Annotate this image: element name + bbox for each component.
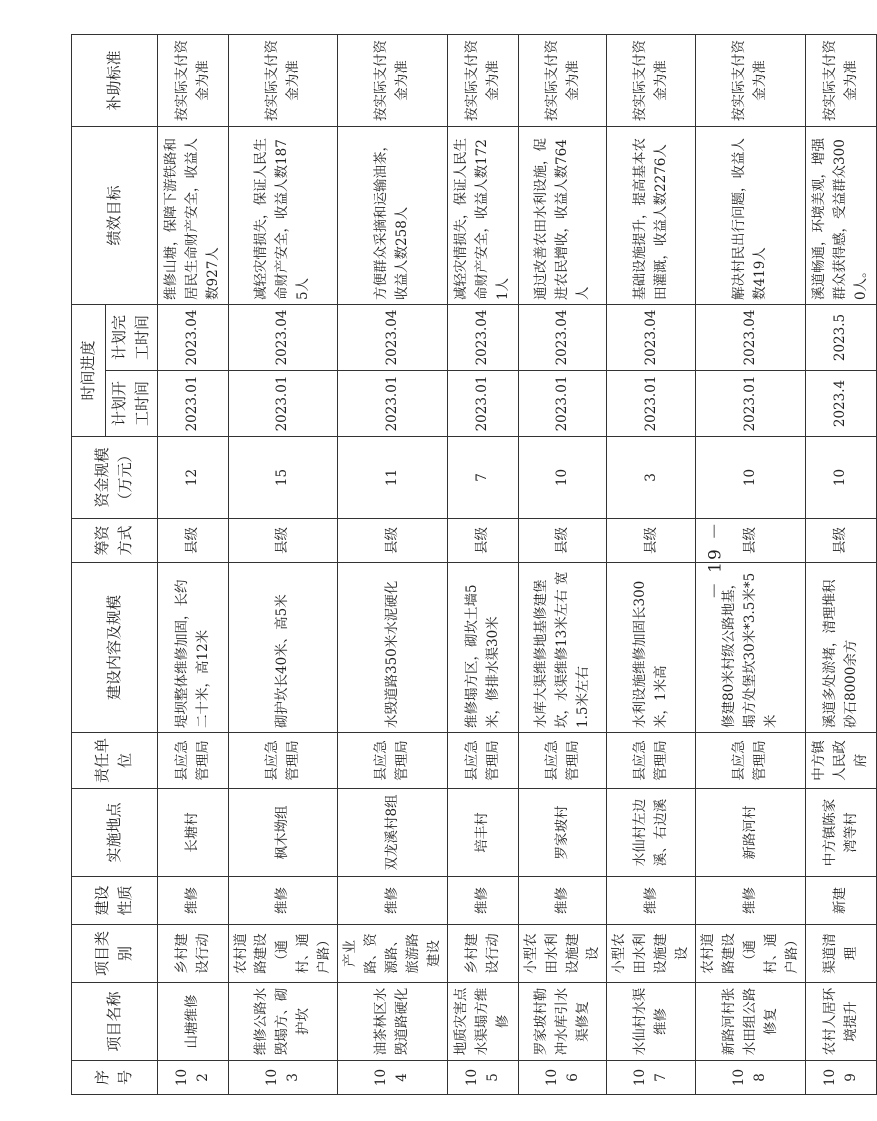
cell-end: 2023.04: [338, 304, 448, 370]
cell-unit: 县应急管理局: [518, 733, 607, 789]
cell-category: 乡村建设行动: [157, 925, 228, 983]
cell-end: 2023.04: [518, 304, 607, 370]
header-location: 实施地点: [72, 789, 158, 877]
cell-end: 2023.04: [157, 304, 228, 370]
cell-target: 方便群众采摘和运输油茶，收益人数258人: [338, 126, 448, 304]
header-nature: 建设性质: [72, 877, 158, 925]
cell-name: 油茶林区水毁道路硬化: [338, 983, 448, 1061]
cell-start: 2023.01: [696, 371, 806, 437]
header-seq: 序号: [72, 1061, 158, 1095]
cell-unit: 县应急管理局: [607, 733, 696, 789]
header-target: 绩效目标: [72, 126, 158, 304]
cell-nature: 维修: [228, 877, 338, 925]
cell-content: 溪道多处淤堵，清理堆积砂石8000余方: [805, 563, 876, 733]
cell-content: 修建80米村级公路地基，塌方处堡坎30米*3.5米*5米: [696, 563, 806, 733]
cell-funding: 县级: [228, 519, 338, 563]
cell-seq: 103: [228, 1061, 338, 1095]
cell-location: 水仙村左边溪、右边溪: [607, 789, 696, 877]
cell-location: 双龙溪村8组: [338, 789, 448, 877]
cell-location: 罗家坡村: [518, 789, 607, 877]
cell-funding: 县级: [518, 519, 607, 563]
cell-nature: 新建: [805, 877, 876, 925]
cell-target: 通过改善农田水利设施，促进农民增收，收益人数764人: [518, 126, 607, 304]
cell-content: 水库大渠维修地基修建堡坎，水渠维修13米左右 宽1.5米左右: [518, 563, 607, 733]
cell-category: 农村道路建设（通村、通户路）: [228, 925, 338, 983]
cell-content: 堤坝整体维修加固，长约二十米，高12米: [157, 563, 228, 733]
rotated-table-container: [71, 35, 870, 1095]
cell-end: 2023.04: [447, 304, 518, 370]
cell-name: 维修公路水毁塌方、砌护坎: [228, 983, 338, 1061]
cell-subsidy: 按实际支付资金为准: [228, 34, 338, 126]
cell-unit: 县应急管理局: [447, 733, 518, 789]
cell-funding: 县级: [338, 519, 448, 563]
cell-start: 2023.01: [157, 371, 228, 437]
cell-nature: 维修: [157, 877, 228, 925]
cell-end: 2023.04: [228, 304, 338, 370]
cell-seq: 109: [805, 1061, 876, 1095]
cell-subsidy: 按实际支付资金为准: [157, 34, 228, 126]
table-row: [157, 34, 228, 1094]
header-name: 项目名称: [72, 983, 158, 1061]
cell-scale: 3: [607, 437, 696, 519]
cell-location: 培丰村: [447, 789, 518, 877]
cell-subsidy: 按实际支付资金为准: [696, 34, 806, 126]
cell-name: 罗家坡村勒冲水库引水渠修复: [518, 983, 607, 1061]
cell-target: 解决村民出行问题，收益人数419人: [696, 126, 806, 304]
header-subsidy: 补助标准: [72, 34, 158, 126]
table-row: [805, 34, 876, 1094]
cell-end: 2023.04: [607, 304, 696, 370]
project-table: [71, 34, 877, 1095]
cell-seq: 104: [338, 1061, 448, 1095]
cell-scale: 11: [338, 437, 448, 519]
cell-scale: 7: [447, 437, 518, 519]
cell-start: 2023.01: [228, 371, 338, 437]
cell-content: 水毁道路350米水泥硬化: [338, 563, 448, 733]
cell-seq: 108: [696, 1061, 806, 1095]
cell-target: 溪道畅通，环境美观，增强群众获得感，受益群众3000人。: [805, 126, 876, 304]
header-progress: 时间进度: [72, 304, 106, 436]
cell-start: 2023.01: [518, 371, 607, 437]
cell-content: 维修塌方区，砌坎土墙5米，修排水渠30米: [447, 563, 518, 733]
cell-subsidy: 按实际支付资金为准: [338, 34, 448, 126]
table-row: [228, 34, 338, 1094]
cell-end: 2023.5: [805, 304, 876, 370]
cell-subsidy: 按实际支付资金为准: [607, 34, 696, 126]
cell-funding: 县级: [157, 519, 228, 563]
cell-name: 农村人居环境提升: [805, 983, 876, 1061]
cell-target: 基础设施提升，提高基本农田灌溉，收益人数2276人: [607, 126, 696, 304]
header-content: 建设内容及规模: [72, 563, 158, 733]
cell-scale: 10: [696, 437, 806, 519]
header-scale: 资金规模（万元）: [72, 437, 158, 519]
cell-location: 中方镇陈家湾等村: [805, 789, 876, 877]
cell-seq: 105: [447, 1061, 518, 1095]
table-row: [338, 34, 448, 1094]
cell-start: 2023.01: [607, 371, 696, 437]
cell-location: 新路河村: [696, 789, 806, 877]
header-category: 项目类别: [72, 925, 158, 983]
cell-funding: 县级: [607, 519, 696, 563]
cell-seq: 106: [518, 1061, 607, 1095]
cell-subsidy: 按实际支付资金为准: [518, 34, 607, 126]
cell-nature: 维修: [518, 877, 607, 925]
cell-scale: 10: [805, 437, 876, 519]
cell-location: 枫木坳组: [228, 789, 338, 877]
cell-nature: 维修: [607, 877, 696, 925]
cell-end: 2023.04: [696, 304, 806, 370]
cell-unit: 县应急管理局: [696, 733, 806, 789]
cell-category: 农村道路建设（通村、通户路）: [696, 925, 806, 983]
cell-funding: 县级: [447, 519, 518, 563]
cell-unit: 中方镇人民政府: [805, 733, 876, 789]
header-end: 计划完工时间: [106, 304, 158, 370]
cell-scale: 12: [157, 437, 228, 519]
cell-unit: 县应急管理局: [157, 733, 228, 789]
cell-category: 渠道清理: [805, 925, 876, 983]
cell-unit: 县应急管理局: [228, 733, 338, 789]
table-row: [607, 34, 696, 1094]
cell-target: 维修山塘，保障下游铁路和居民生命财产安全，收益人数927人: [157, 126, 228, 304]
cell-content: 砌护坎长40米、高5米: [228, 563, 338, 733]
cell-category: 产业路、资源路、旅游路建设: [338, 925, 448, 983]
cell-target: 减轻灾情损失，保证人民生命财产安全，收益人数1721人: [447, 126, 518, 304]
cell-funding: 县级: [696, 519, 806, 563]
cell-start: 2023.01: [338, 371, 448, 437]
cell-subsidy: 按实际支付资金为准: [805, 34, 876, 126]
cell-name: 新路河村张水田组公路修复: [696, 983, 806, 1061]
header-start: 计划开工时间: [106, 371, 158, 437]
table-row: [518, 34, 607, 1094]
cell-category: 乡村建设行动: [447, 925, 518, 983]
cell-target: 减轻灾情损失，保证人民生命财产安全，收益人数1875人: [228, 126, 338, 304]
header-unit: 责任单位: [72, 733, 158, 789]
cell-scale: 10: [518, 437, 607, 519]
cell-name: 山塘维修: [157, 983, 228, 1061]
cell-nature: 维修: [696, 877, 806, 925]
cell-funding: 县级: [805, 519, 876, 563]
cell-name: 水仙村水渠维修: [607, 983, 696, 1061]
cell-seq: 107: [607, 1061, 696, 1095]
cell-start: 2023.01: [447, 371, 518, 437]
cell-nature: 维修: [338, 877, 448, 925]
header-funding: 筹资方式: [72, 519, 158, 563]
page-number: － 19 －: [705, 520, 726, 600]
cell-content: 水利设施维修加固长300米，1米高: [607, 563, 696, 733]
cell-seq: 102: [157, 1061, 228, 1095]
cell-nature: 维修: [447, 877, 518, 925]
cell-start: 2023.4: [805, 371, 876, 437]
cell-category: 小型农田水利设施建设: [518, 925, 607, 983]
table-row: [447, 34, 518, 1094]
cell-name: 地质灾害点水渠塌方维修: [447, 983, 518, 1061]
cell-location: 长塘村: [157, 789, 228, 877]
cell-scale: 15: [228, 437, 338, 519]
cell-category: 小型农田水利设施建设: [607, 925, 696, 983]
cell-subsidy: 按实际支付资金为准: [447, 34, 518, 126]
cell-unit: 县应急管理局: [338, 733, 448, 789]
